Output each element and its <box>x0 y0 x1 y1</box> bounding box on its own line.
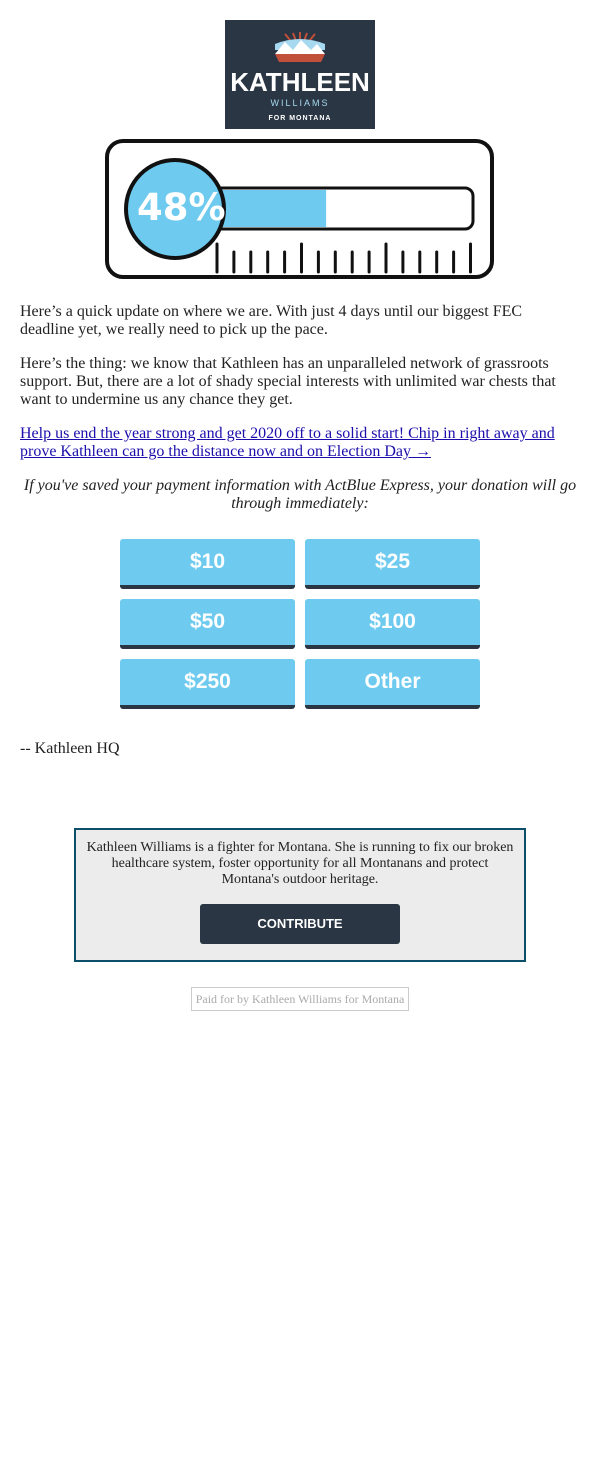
actblue-note: If you've saved your payment information with ActBlue Express, your donation will go through immediately: <box>23 477 577 512</box>
donate-link[interactable]: Help us end the year strong and get 2020 off to a solid start! Chip in right away and prove Kathleen can go the distance now and on Election Day → <box>20 425 555 460</box>
logo-tagline: FOR MONTANA <box>268 115 332 122</box>
footer-box <box>74 828 526 962</box>
progress-thermometer <box>105 139 495 280</box>
paid-for-disclaimer: Paid for by Kathleen Williams for Montana <box>191 987 409 1011</box>
progress-percent-label: 48% <box>137 186 226 229</box>
logo-subtitle: WILLIAMS <box>270 98 330 108</box>
contribute-button[interactable]: CONTRIBUTE <box>200 904 400 944</box>
donate-25-button[interactable]: $25 <box>305 539 480 589</box>
donate-10-button[interactable]: $10 <box>120 539 295 589</box>
footer-description: Kathleen Williams is a fighter for Montana. She is running to fix our broken healthcare system, foster opportunity for all Montanans and protect Montana's outdoor heritage. <box>86 840 514 887</box>
donate-100-button[interactable]: $100 <box>305 599 480 649</box>
donate-50-button[interactable]: $50 <box>120 599 295 649</box>
campaign-logo <box>225 20 375 129</box>
donate-other-button[interactable]: Other <box>305 659 480 709</box>
signoff: -- Kathleen HQ <box>20 740 120 757</box>
grassroots-paragraph: Here’s the thing: we know that Kathleen has an unparalleled network of grassroots support. But, there are a lot of shady special interests with unlimited war chests that want to undermine us any chance they get. <box>20 355 556 408</box>
update-paragraph: Here’s a quick update on where we are. With just 4 days until our biggest FEC deadline yet, we really need to pick up the pace. <box>20 303 523 338</box>
logo-name: KATHLEEN <box>230 67 370 97</box>
cta-paragraph <box>20 425 580 461</box>
donate-250-button[interactable]: $250 <box>120 659 295 709</box>
